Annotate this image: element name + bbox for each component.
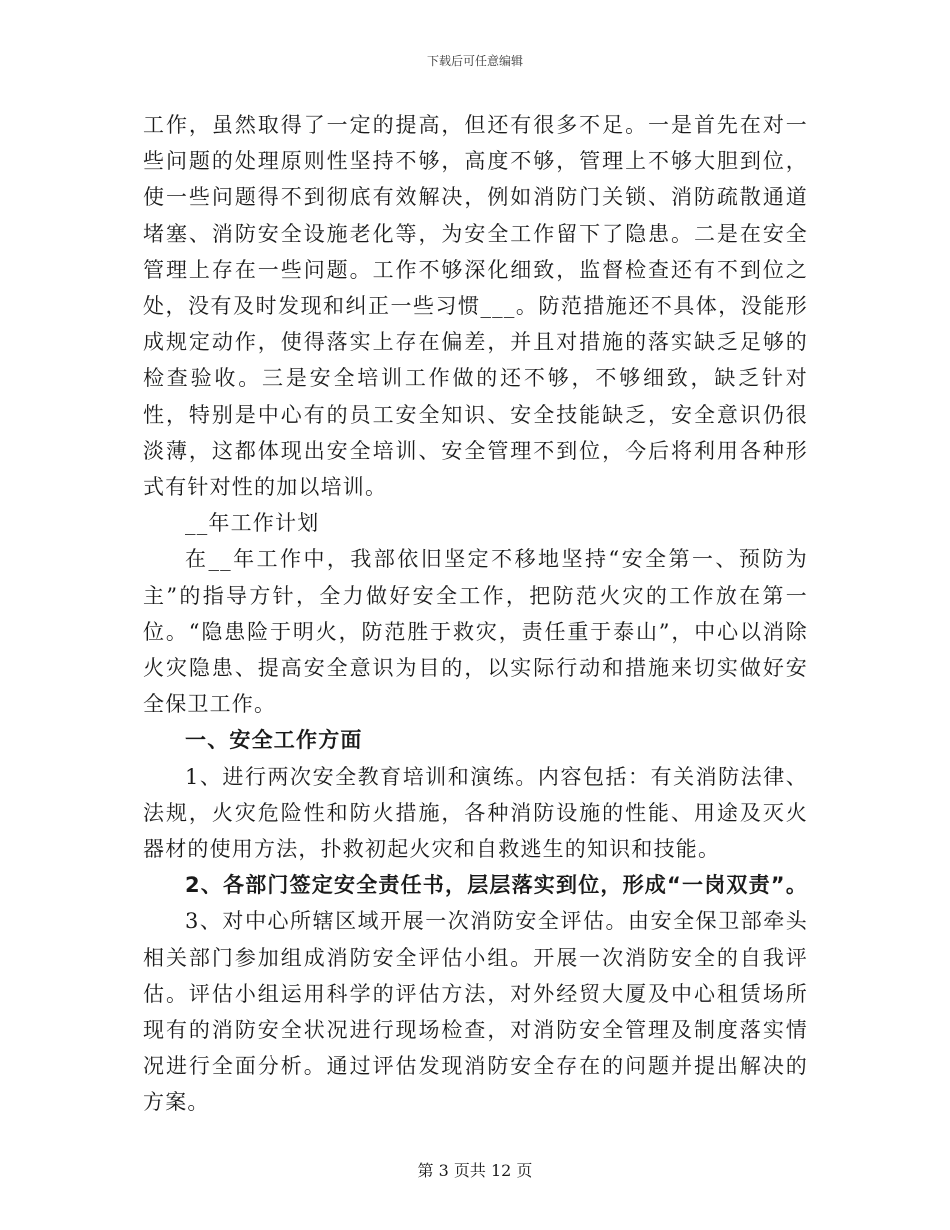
- document-body: [143, 107, 808, 1121]
- list-item-1: 1、进行两次安全教育培训和演练。内容包括：有关消防法律、法规，火灾危险性和防火措施，各种消防设施的性能、用途及灭火器材的使用方法，扑救初起火灾和自救逃生的知识和技能。: [143, 764, 808, 862]
- section-heading-safety: 一、安全工作方面: [185, 728, 363, 753]
- list-item-3: 3、对中心所辖区域开展一次消防安全评估。由安全保卫部牵头相关部门参加组成消防安全评估小组。开展一次消防安全的自我评估。评估小组运用科学的评估方法，对外经贸大厦及中心租赁场所现有的消防安全状况进行现场检查，对消防安全管理及制度落实情况进行全面分析。通过评估发现消防安全存在的问题并提出解决的方案。: [143, 909, 808, 1115]
- paragraph-plan-intro: 在__年工作中，我部依旧坚定不移地坚持“安全第一、预防为主”的指导方针，全力做好安全工作，把防范火灾的工作放在第一位。“隐患险于明火，防范胜于救灾，责任重于泰山”，中心以消除火灾隐患、提高安全意识为目的，以实际行动和措施来切实做好安全保卫工作。: [143, 547, 808, 717]
- section-heading-plan: __年工作计划: [185, 511, 320, 536]
- paragraph-summary: 工作，虽然取得了一定的提高，但还有很多不足。一是首先在对一些问题的处理原则性坚持不够，高度不够，管理上不够大胆到位，使一些问题得不到彻底有效解决，例如消防门关锁、消防疏散通道堵塞、消防安全设施老化等，为安全工作留下了隐患。二是在安全管理上存在一些问题。工作不够深化细致，监督检查还有不到位之处，没有及时发现和纠正一些习惯___。防范措施还不具体，没能形成规定动作，使得落实上存在偏差，并且对措施的落实缺乏足够的检查验收。三是安全培训工作做的还不够，不够细致，缺乏针对性，特别是中心有的员工安全知识、安全技能缺乏，安全意识仍很淡薄，这都体现出安全培训、安全管理不到位，今后将利用各种形式有针对性的加以培训。: [143, 113, 808, 500]
- page-footer: 第 3 页共 12 页: [417, 1161, 533, 1180]
- page-header: 下载后可任意编辑: [426, 54, 523, 68]
- list-item-2: 2、各部门签定安全责任书，层层落实到位，形成“一岗双责”。: [185, 873, 809, 898]
